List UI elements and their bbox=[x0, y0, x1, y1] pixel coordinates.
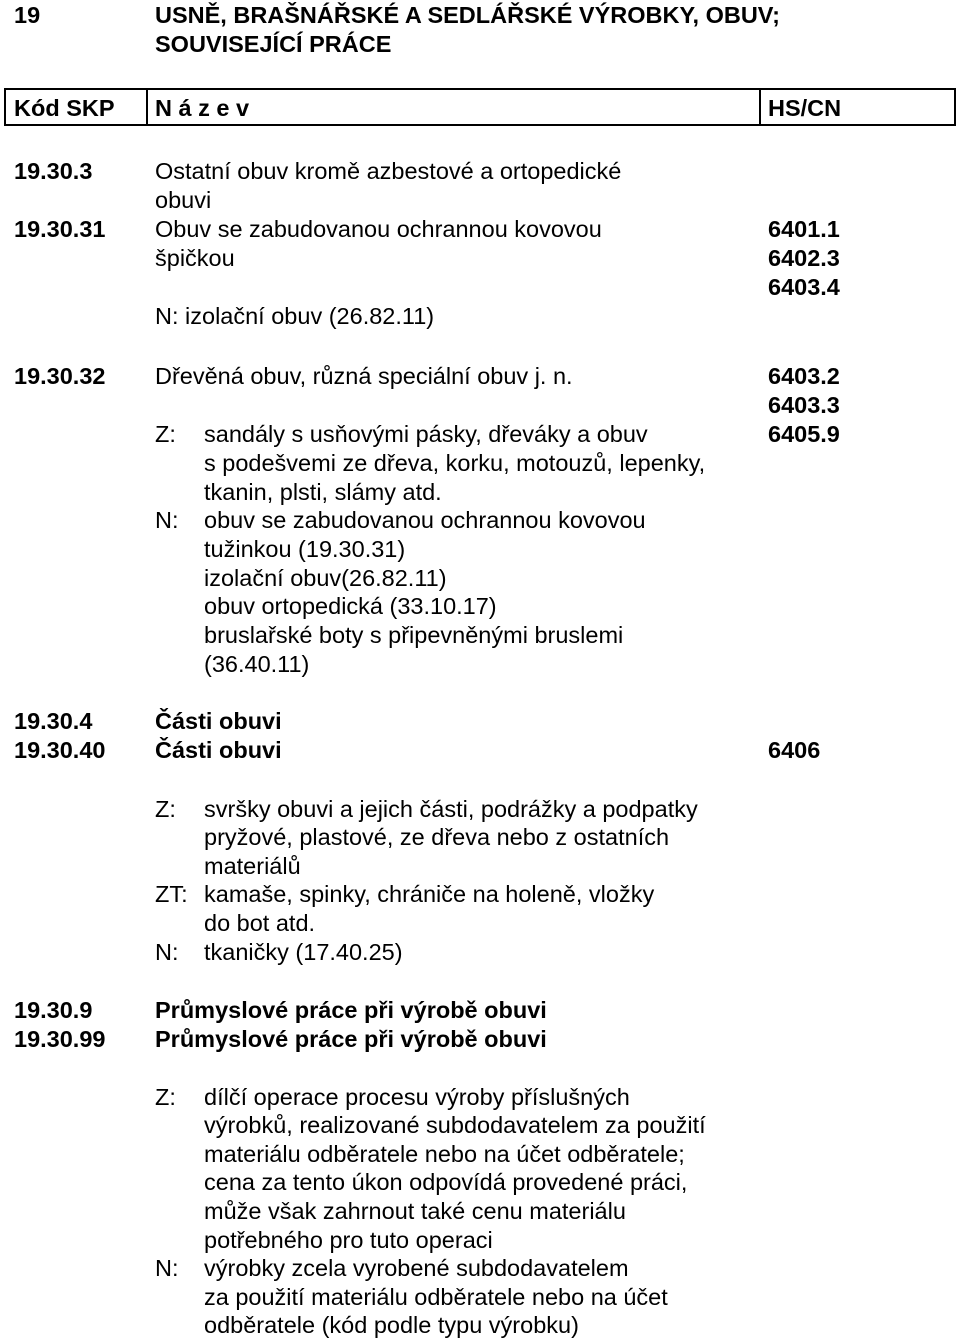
header-hs: HS/CN bbox=[768, 95, 842, 121]
inclusion-line: pryžové, plastové, ze dřeva nebo z ostatních bbox=[204, 824, 670, 850]
additional-inclusion-label: ZT: bbox=[155, 881, 188, 907]
inclusion-line: výrobků, realizované subdodavatelem za použití bbox=[204, 1112, 706, 1138]
exclusion-line: tkaničky (17.40.25) bbox=[204, 939, 403, 965]
entry-code: 19.30.4 bbox=[14, 708, 93, 734]
entry-name-line-2: obuvi bbox=[155, 187, 212, 213]
exclusion-line: odběratele (kód podle typu výrobku) bbox=[204, 1312, 579, 1338]
exclusion-line: obuv se zabudovanou ochrannou kovovou bbox=[204, 507, 646, 533]
entry-name: Dřevěná obuv, různá speciální obuv j. n. bbox=[155, 363, 573, 389]
entry-code: 19.30.99 bbox=[14, 1026, 106, 1052]
inclusion-line: dílčí operace procesu výroby příslušných bbox=[204, 1084, 630, 1110]
entry-code: 19.30.3 bbox=[14, 158, 93, 184]
hs-code: 6403.4 bbox=[768, 274, 840, 300]
header-name: N á z e v bbox=[155, 95, 250, 121]
header-code: Kód SKP bbox=[14, 95, 115, 121]
exclusion-line: (36.40.11) bbox=[204, 651, 310, 677]
exclusion-line: tužinkou (19.30.31) bbox=[204, 536, 406, 562]
hs-code: 6401.1 bbox=[768, 216, 840, 242]
exclusion-line: výrobky zcela vyrobené subdodavatelem bbox=[204, 1255, 629, 1281]
exclusion-line: obuv ortopedická (33.10.17) bbox=[204, 593, 497, 619]
exclusion-line: izolační obuv(26.82.11) bbox=[204, 565, 447, 591]
entry-name-line-2: špičkou bbox=[155, 245, 235, 271]
section-number: 19 bbox=[14, 2, 41, 28]
inclusion-label: Z: bbox=[155, 1084, 176, 1110]
additional-inclusion-line: kamaše, spinky, chrániče na holeně, vložky bbox=[204, 881, 655, 907]
entry-name: Průmyslové práce při výrobě obuvi bbox=[155, 997, 547, 1023]
inclusion-line: materiálu odběratele nebo na účet odběratele; bbox=[204, 1141, 685, 1167]
inclusion-label: Z: bbox=[155, 421, 176, 447]
entry-name-line-1: Obuv se zabudovanou ochrannou kovovou bbox=[155, 216, 602, 242]
hs-code: 6406 bbox=[768, 737, 821, 763]
exclusion-line: za použití materiálu odběratele nebo na účet bbox=[204, 1284, 668, 1310]
entry-name: Průmyslové práce při výrobě obuvi bbox=[155, 1026, 547, 1052]
section-title-line-1: USNĚ, BRAŠNÁŘSKÉ A SEDLÁŘSKÉ VÝROBKY, OBUV; bbox=[155, 2, 781, 28]
entry-name: Části obuvi bbox=[155, 737, 282, 763]
hs-code: 6403.2 bbox=[768, 363, 840, 389]
entry-code: 19.30.9 bbox=[14, 997, 93, 1023]
hs-code: 6402.3 bbox=[768, 245, 840, 271]
inclusion-line: svršky obuvi a jejich části, podrážky a podpatky bbox=[204, 796, 698, 822]
section-title-line-2: SOUVISEJÍCÍ PRÁCE bbox=[155, 31, 392, 57]
exclusion-label: N: bbox=[155, 939, 179, 965]
entry-name-line-1: Ostatní obuv kromě azbestové a ortopedické bbox=[155, 158, 622, 184]
inclusion-line: sandály s usňovými pásky, dřeváky a obuv bbox=[204, 421, 648, 447]
entry-name: Části obuvi bbox=[155, 708, 282, 734]
exclusion-label: N: bbox=[155, 507, 179, 533]
entry-code: 19.30.32 bbox=[14, 363, 106, 389]
hs-code: 6403.3 bbox=[768, 392, 840, 418]
inclusion-line: s podešvemi ze dřeva, korku, motouzů, lepenky, bbox=[204, 450, 706, 476]
entry-code: 19.30.31 bbox=[14, 216, 106, 242]
hs-code: 6405.9 bbox=[768, 421, 840, 447]
inclusion-line: potřebného pro tuto operaci bbox=[204, 1227, 493, 1253]
inclusion-line: cena za tento úkon odpovídá provedené práci, bbox=[204, 1169, 688, 1195]
inclusion-line: může však zahrnout také cenu materiálu bbox=[204, 1198, 626, 1224]
inclusion-line: tkanin, plsti, slámy atd. bbox=[204, 479, 442, 505]
entry-code: 19.30.40 bbox=[14, 737, 106, 763]
header-divider-2 bbox=[759, 90, 761, 124]
inclusion-label: Z: bbox=[155, 796, 176, 822]
inclusion-line: materiálů bbox=[204, 853, 301, 879]
exclusion-note: N: izolační obuv (26.82.11) bbox=[155, 303, 435, 329]
additional-inclusion-line: do bot atd. bbox=[204, 910, 316, 936]
header-divider-1 bbox=[146, 90, 148, 124]
exclusion-line: bruslařské boty s připevněnými bruslemi bbox=[204, 622, 624, 648]
exclusion-label: N: bbox=[155, 1255, 179, 1281]
